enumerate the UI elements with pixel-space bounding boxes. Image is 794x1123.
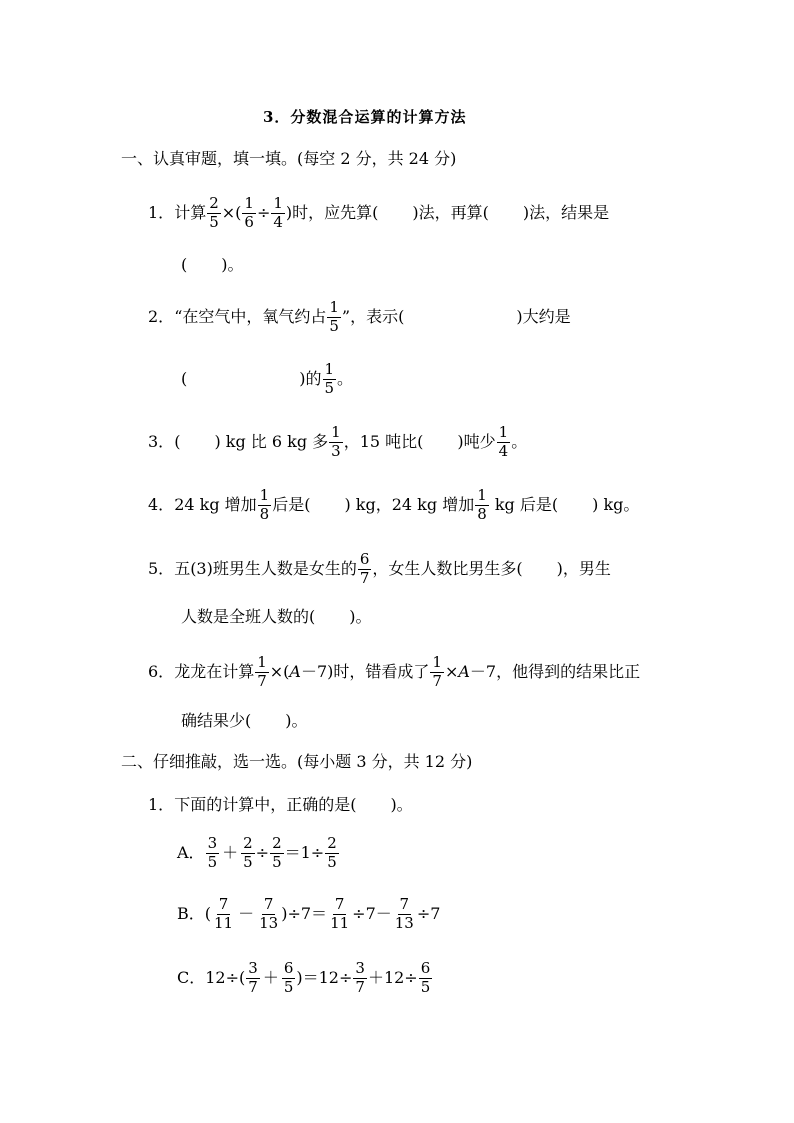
- fraction: $\frac{2}{5}$: [327, 834, 337, 871]
- section-2-heading: 二、仔细推敲，选一选。(每小题 3 分，共 12 分): [121, 752, 473, 771]
- fraction: $\frac{1}{5}$: [329, 298, 339, 335]
- section-1-heading: 一、认真审题，填一填。(每空 2 分，共 24 分): [121, 149, 457, 168]
- question-1-5: 5．五(3)班男生人数是女生的 $\frac{6}{7}$ ，女生人数比男生多( )，男生: [148, 550, 611, 587]
- fraction: $\frac{3}{5}$: [207, 834, 218, 871]
- fraction: $\frac{3}{7}$: [355, 959, 365, 996]
- fraction: $\frac{1}{4}$: [498, 423, 509, 460]
- question-1-3: 3．( ) kg 比 6 kg 多 $\frac{1}{3}$ ，15 吨比( )吨少 $\frac{1}{4}$ 。: [148, 423, 528, 460]
- fraction: $\frac{6}{5}$: [420, 959, 431, 996]
- option-b[interactable]: B．( $\frac{7}{11}$ － $\frac{7}{13}$ )÷7＝ $\frac{7}{11}$ ÷7－ $\frac{7}{13}$ ÷7: [177, 895, 441, 932]
- fraction: $\frac{2}{5}$: [209, 194, 219, 231]
- question-1-6-line2: 确结果少( )。: [181, 711, 308, 730]
- question-1-1: 1．计算 $\frac{2}{5}$ ×( $\frac{1}{6}$ ÷ $\frac{1}{4}$ )时，应先算( )法，再算( )法，结果是: [148, 194, 610, 231]
- fraction: $\frac{6}{7}$: [359, 550, 370, 587]
- fraction: $\frac{7}{13}$: [394, 895, 414, 932]
- page-title: 3．分数混合运算的计算方法: [263, 108, 467, 126]
- fraction: $\frac{6}{5}$: [283, 959, 294, 996]
- option-c[interactable]: C．12÷( $\frac{3}{7}$ ＋ $\frac{6}{5}$ )＝12÷ $\frac{3}{7}$ ＋12÷ $\frac{6}{5}$: [177, 959, 431, 996]
- fraction: $\frac{1}{6}$: [244, 194, 254, 231]
- question-1-1-line2: ( )。: [181, 255, 244, 274]
- fraction: $\frac{3}{7}$: [248, 959, 258, 996]
- fraction: $\frac{7}{11}$: [214, 895, 234, 932]
- fraction: $\frac{7}{11}$: [330, 895, 350, 932]
- fraction: $\frac{1}{8}$: [259, 486, 270, 523]
- fraction: $\frac{1}{3}$: [331, 423, 341, 460]
- fraction: $\frac{1}{7}$: [432, 653, 442, 690]
- question-1-4: 4．24 kg 增加 $\frac{1}{8}$ 后是( ) kg，24 kg 增加 $\frac{1}{8}$ kg 后是( ) kg。: [148, 486, 640, 523]
- fraction: $\frac{1}{5}$: [324, 360, 335, 397]
- fraction: $\frac{7}{13}$: [259, 895, 279, 932]
- fraction: $\frac{1}{7}$: [257, 653, 267, 690]
- question-2-1: 1．下面的计算中，正确的是( )。: [148, 795, 413, 814]
- question-1-2: 2．“在空气中，氧气约占 $\frac{1}{5}$ ”，表示( )大约是: [148, 298, 571, 335]
- fraction: $\frac{2}{5}$: [272, 834, 282, 871]
- option-a[interactable]: A． $\frac{3}{5}$ ＋ $\frac{2}{5}$ ÷ $\frac{2}{5}$ ＝1÷ $\frac{2}{5}$: [177, 834, 337, 871]
- question-1-5-line2: 人数是全班人数的( )。: [181, 607, 372, 626]
- fraction: $\frac{2}{5}$: [243, 834, 253, 871]
- fraction: $\frac{1}{4}$: [273, 194, 283, 231]
- fraction: $\frac{1}{8}$: [477, 486, 487, 523]
- question-1-6: 6．龙龙在计算 $\frac{1}{7}$ ×(A－7)时，错看成了 $\frac{1}{7}$ ×A－7，他得到的结果比正: [148, 653, 641, 690]
- question-1-2-line2: ( )的 $\frac{1}{5}$ 。: [181, 360, 354, 397]
